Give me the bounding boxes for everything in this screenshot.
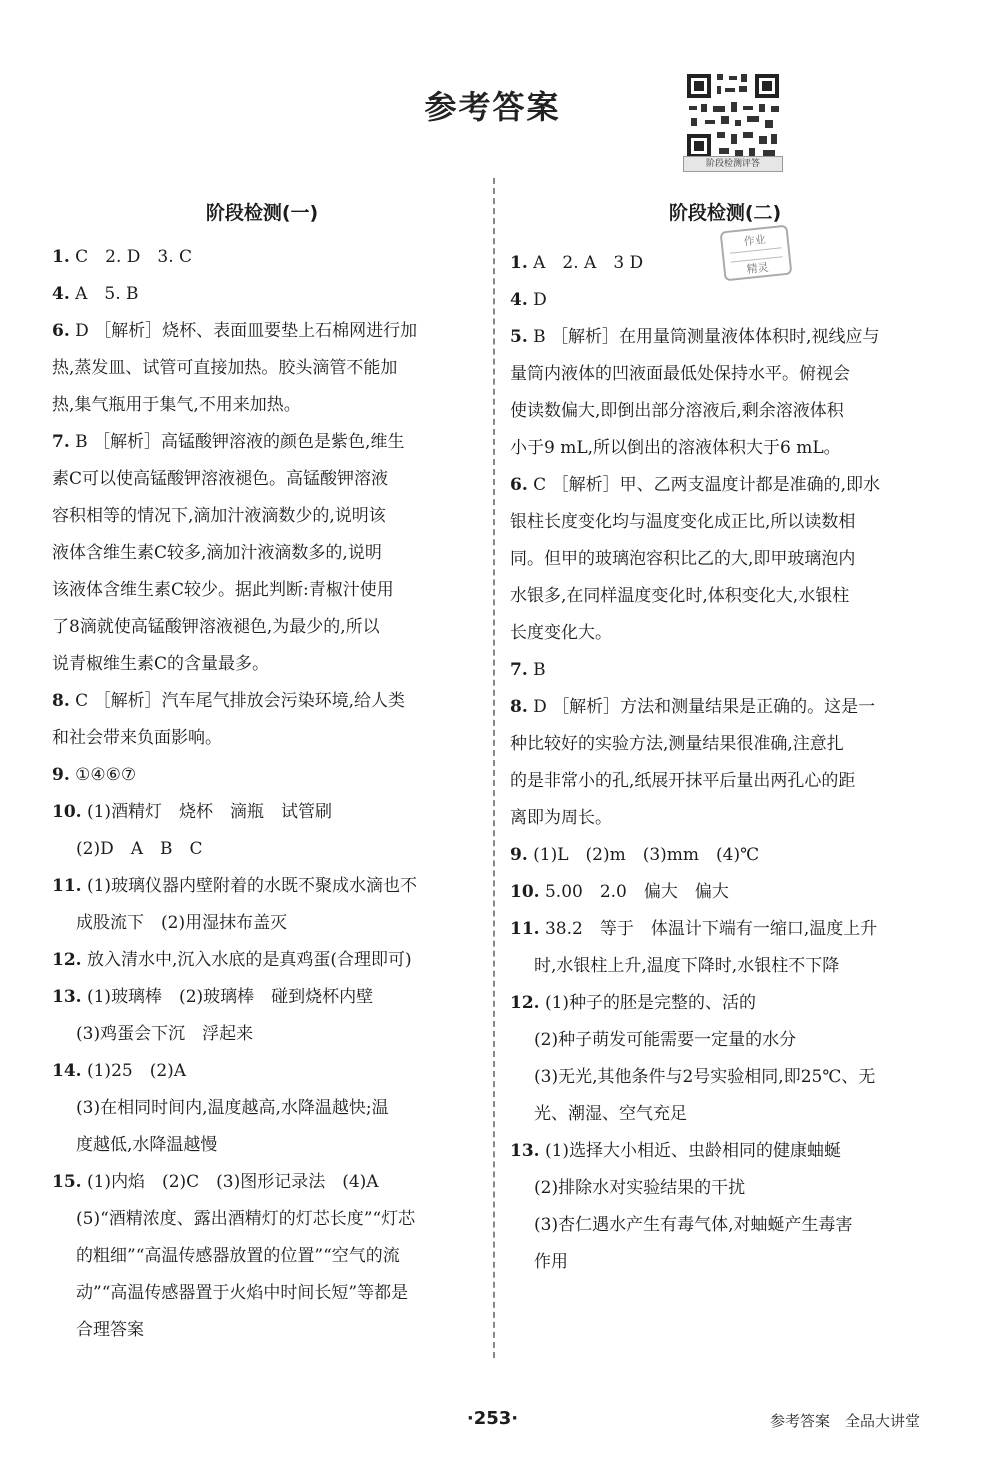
- answer-line: [52, 868, 472, 905]
- answer-line: [510, 467, 940, 504]
- answer-line: [510, 948, 940, 985]
- answer-line: [52, 831, 472, 868]
- answer-number: 13.: [52, 987, 82, 1007]
- page-number: ·253·: [466, 1408, 519, 1429]
- answer-line: [52, 350, 472, 387]
- answer-line: [52, 1053, 472, 1090]
- answer-number: 10.: [510, 882, 540, 902]
- answer-line: [52, 1312, 472, 1349]
- answer-text: 离即为周长。: [510, 808, 612, 828]
- answer-text: 热,蒸发皿、试管可直接加热。胶头滴管不能加: [52, 358, 398, 378]
- answer-line: [52, 572, 472, 609]
- answer-line: [52, 239, 472, 276]
- answer-text: 度越低,水降温越慢: [76, 1135, 218, 1155]
- answer-number: 12.: [510, 993, 540, 1013]
- answer-text: 该液体含维生素C较少。据此判断:青椒汁使用: [52, 580, 394, 600]
- answer-text: (1)种子的胚是完整的、活的: [539, 993, 757, 1013]
- answer-line: [52, 424, 472, 461]
- section-heading-1: 阶段检测(一): [205, 202, 319, 224]
- answer-text: (1)玻璃棒 (2)玻璃棒 碰到烧杯内壁: [81, 987, 374, 1007]
- answer-text: 长度变化大。: [510, 623, 612, 643]
- section-heading-2: 阶段检测(二): [668, 202, 782, 224]
- answer-line: [52, 942, 472, 979]
- answer-line: [52, 1127, 472, 1164]
- answer-line: [52, 683, 472, 720]
- answer-line: [510, 1022, 940, 1059]
- answer-line: [510, 615, 940, 652]
- answer-text: 银柱长度变化均与温度变化成正比,所以读数相: [510, 512, 856, 532]
- answer-text: 水银多,在同样温度变化时,体积变化大,水银柱: [510, 586, 850, 606]
- answer-line: [510, 1059, 940, 1096]
- answer-text: C 2. D 3. C: [69, 247, 193, 267]
- answer-line: [510, 245, 940, 282]
- answer-line: [52, 1275, 472, 1312]
- answer-number: 14.: [52, 1061, 82, 1081]
- answer-number: 7.: [510, 660, 528, 680]
- answer-text: 了8滴就使高锰酸钾溶液褪色,为最少的,所以: [52, 617, 380, 637]
- answer-line: [52, 1201, 472, 1238]
- answer-text: (1)选择大小相近、虫龄相同的健康蚰蜒: [539, 1141, 842, 1161]
- answer-line: [510, 393, 940, 430]
- answer-text: 的粗细”“高温传感器放置的位置”“空气的流: [76, 1246, 400, 1266]
- answer-number: 6.: [510, 475, 528, 495]
- answer-text: D: [527, 290, 547, 310]
- answer-line: [52, 276, 472, 313]
- answer-text: (3)杏仁遇水产生有毒气体,对蚰蜒产生毒害: [534, 1215, 853, 1235]
- answer-line: [510, 504, 940, 541]
- answer-line: [52, 387, 472, 424]
- answer-line: [52, 461, 472, 498]
- answer-text: (2)种子萌发可能需要一定量的水分: [534, 1030, 797, 1050]
- qr-code-caption: 阶段检测评答: [683, 156, 783, 172]
- footer-text: 参考答案 全品大讲堂: [770, 1412, 921, 1430]
- answer-line: [510, 1170, 940, 1207]
- answer-number: 11.: [52, 876, 82, 896]
- answer-line: [510, 319, 940, 356]
- answer-line: [510, 1096, 940, 1133]
- page-title: 参考答案: [424, 88, 561, 126]
- answer-line: [510, 430, 940, 467]
- answer-text: 同。但甲的玻璃泡容积比乙的大,即甲玻璃泡内: [510, 549, 856, 569]
- answer-line: [510, 541, 940, 578]
- answer-number: 8.: [52, 691, 70, 711]
- answer-line: [510, 578, 940, 615]
- answer-text: A 2. A 3 D: [527, 253, 644, 273]
- answer-line: [510, 356, 940, 393]
- answer-number: 4.: [510, 290, 528, 310]
- answer-list-2: [510, 245, 940, 1281]
- answer-line: [510, 985, 940, 1022]
- stamp-line-1: 作业: [743, 232, 767, 249]
- answer-list-1: [52, 239, 472, 1349]
- answer-line: [510, 689, 940, 726]
- answer-line: [52, 1090, 472, 1127]
- column-divider: [493, 178, 495, 1358]
- answer-line: [52, 757, 472, 794]
- answer-line: [510, 1207, 940, 1244]
- answer-text: ①④⑥⑦: [69, 765, 137, 785]
- answer-text: (2)排除水对实验结果的干扰: [534, 1178, 746, 1198]
- answer-number: 9.: [52, 765, 70, 785]
- answer-text: 小于9 mL,所以倒出的溶液体积大于6 mL。: [510, 438, 841, 458]
- answer-text: 光、潮湿、空气充足: [534, 1104, 687, 1124]
- answer-number: 15.: [52, 1172, 82, 1192]
- answer-number: 11.: [510, 919, 540, 939]
- answer-number: 4.: [52, 284, 70, 304]
- answer-text: 种比较好的实验方法,测量结果很准确,注意扎: [510, 734, 844, 754]
- answer-line: [52, 720, 472, 757]
- answer-line: [52, 905, 472, 942]
- answer-number: 1.: [52, 247, 70, 267]
- answer-text: 合理答案: [76, 1320, 144, 1340]
- answer-text: 5.00 2.0 偏大 偏大: [539, 882, 729, 902]
- answer-line: [52, 498, 472, 535]
- answer-number: 1.: [510, 253, 528, 273]
- answer-text: B ［解析］在用量筒测量液体体积时,视线应与: [527, 327, 880, 347]
- answer-number: 9.: [510, 845, 528, 865]
- answer-text: 成股流下 (2)用湿抹布盖灭: [76, 913, 288, 933]
- answer-text: A 5. B: [69, 284, 139, 304]
- answer-number: 12.: [52, 950, 82, 970]
- answer-text: D ［解析］烧杯、表面皿要垫上石棉网进行加: [69, 321, 418, 341]
- answer-line: [52, 794, 472, 831]
- answer-text: 和社会带来负面影响。: [52, 728, 222, 748]
- answer-text: 使读数偏大,即倒出部分溶液后,剩余溶液体积: [510, 401, 844, 421]
- answer-text: (2)D A B C: [76, 839, 203, 859]
- answer-number: 5.: [510, 327, 528, 347]
- answer-line: [510, 874, 940, 911]
- answer-text: 容积相等的情况下,滴加汁液滴数少的,说明该: [52, 506, 386, 526]
- answer-text: 的是非常小的孔,纸展开抹平后量出两孔心的距: [510, 771, 856, 791]
- answer-line: [52, 1238, 472, 1275]
- answer-text: 作用: [534, 1252, 568, 1272]
- answer-number: 13.: [510, 1141, 540, 1161]
- answer-line: [52, 979, 472, 1016]
- answer-line: [52, 609, 472, 646]
- answer-text: 38.2 等于 体温计下端有一缩口,温度上升: [539, 919, 878, 939]
- answer-text: B: [527, 660, 546, 680]
- answer-line: [52, 313, 472, 350]
- answer-text: 说青椒维生素C的含量最多。: [52, 654, 270, 674]
- answer-text: B ［解析］高锰酸钾溶液的颜色是紫色,维生: [69, 432, 405, 452]
- answer-line: [510, 1244, 940, 1281]
- answer-line: [510, 763, 940, 800]
- answer-text: (1)L (2)m (3)mm (4)℃: [527, 845, 760, 865]
- qr-code-icon: [683, 62, 783, 170]
- stamp-line-3: 精灵: [746, 260, 770, 277]
- answer-line: [510, 911, 940, 948]
- answer-line: [52, 646, 472, 683]
- answer-line: [52, 535, 472, 572]
- answer-text: C ［解析］汽车尾气排放会污染环境,给人类: [69, 691, 405, 711]
- answer-line: [510, 652, 940, 689]
- answer-line: [510, 282, 940, 319]
- answer-line: [510, 800, 940, 837]
- answer-text: D ［解析］方法和测量结果是正确的。这是一: [527, 697, 876, 717]
- answer-text: (5)“酒精浓度、露出酒精灯的灯芯长度”“灯芯: [76, 1209, 416, 1229]
- answer-text: (1)内焰 (2)C (3)图形记录法 (4)A: [81, 1172, 379, 1192]
- answer-text: (1)酒精灯 烧杯 滴瓶 试管刷: [81, 802, 333, 822]
- answer-number: 6.: [52, 321, 70, 341]
- answer-text: 热,集气瓶用于集气,不用来加热。: [52, 395, 301, 415]
- answer-line: [510, 1133, 940, 1170]
- answer-text: 量筒内液体的凹液面最低处保持水平。俯视会: [510, 364, 850, 384]
- answer-text: C ［解析］甲、乙两支温度计都是准确的,即水: [527, 475, 880, 495]
- answer-number: 8.: [510, 697, 528, 717]
- answer-text: (3)在相同时间内,温度越高,水降温越快;温: [76, 1098, 389, 1118]
- answer-text: 放入清水中,沉入水底的是真鸡蛋(合理即可): [81, 950, 412, 970]
- answer-text: 动”“高温传感器置于火焰中时间长短”等都是: [76, 1283, 409, 1303]
- answer-text: (3)无光,其他条件与2号实验相同,即25℃、无: [534, 1067, 876, 1087]
- answer-text: 素C可以使高锰酸钾溶液褪色。高锰酸钾溶液: [52, 469, 389, 489]
- answer-text: 时,水银柱上升,温度下降时,水银柱不下降: [534, 956, 840, 976]
- right-column: [510, 190, 940, 1281]
- answer-line: [52, 1016, 472, 1053]
- answer-text: (1)玻璃仪器内壁附着的水既不聚成水滴也不: [81, 876, 418, 896]
- answer-line: [510, 726, 940, 763]
- answer-text: (1)25 (2)A: [81, 1061, 187, 1081]
- left-column: [52, 190, 472, 1349]
- answer-line: [52, 1164, 472, 1201]
- answer-line: [510, 837, 940, 874]
- answer-number: 7.: [52, 432, 70, 452]
- answer-text: 液体含维生素C较多,滴加汁液滴数多的,说明: [52, 543, 382, 563]
- answer-text: (3)鸡蛋会下沉 浮起来: [76, 1024, 254, 1044]
- answer-number: 10.: [52, 802, 82, 822]
